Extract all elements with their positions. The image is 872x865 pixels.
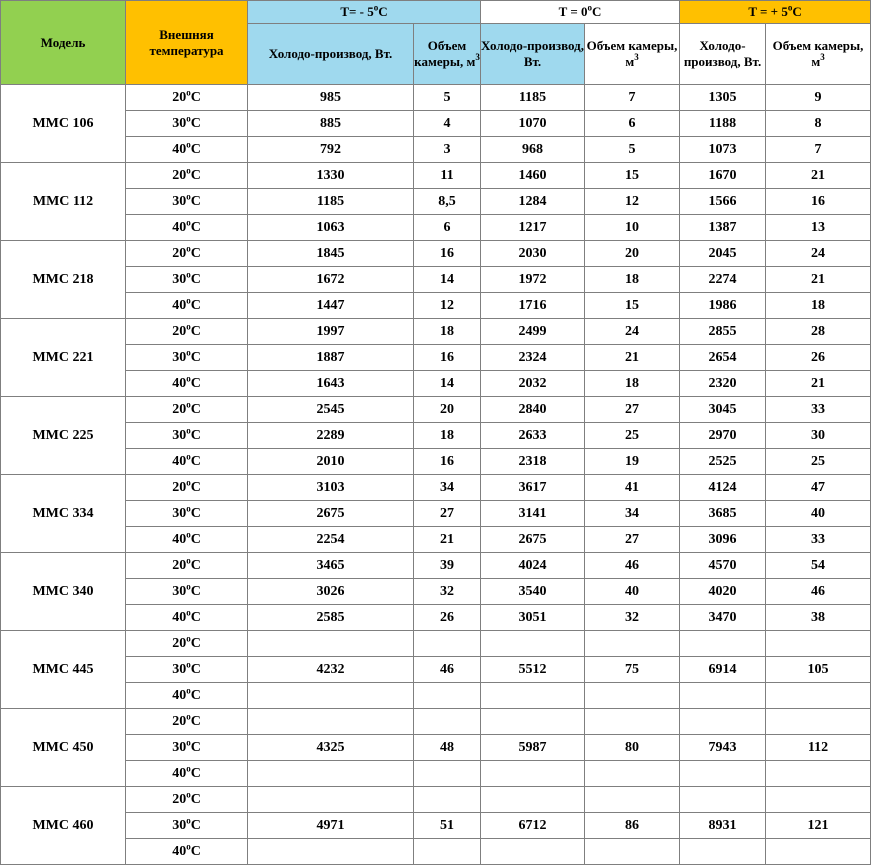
temp-cell: 30$^o$C (126, 345, 248, 371)
value-cell: 3026 (248, 579, 414, 605)
value-cell: 2032 (481, 371, 585, 397)
value-cell: 21 (585, 345, 680, 371)
temp-cell: 20$^o$C (126, 397, 248, 423)
value-cell: 75 (585, 657, 680, 683)
temp-cell: 30$^o$C (126, 813, 248, 839)
table-row (1, 683, 871, 709)
empty-cell (585, 683, 680, 709)
value-cell: 112 (766, 735, 871, 761)
value-cell: 4020 (680, 579, 766, 605)
value-cell: 5512 (481, 657, 585, 683)
value-cell: 2499 (481, 319, 585, 345)
value-cell: 1566 (680, 189, 766, 215)
table-row (1, 345, 871, 371)
table-row (1, 605, 871, 631)
value-cell: 2970 (680, 423, 766, 449)
value-cell: 4024 (481, 553, 585, 579)
value-cell: 2525 (680, 449, 766, 475)
value-cell: 18 (414, 319, 481, 345)
table-row (1, 397, 871, 423)
model-cell: ММС 218 (1, 241, 126, 319)
table-row (1, 189, 871, 215)
model-cell: ММС 460 (1, 787, 126, 865)
value-cell: 16 (766, 189, 871, 215)
value-cell: 21 (766, 163, 871, 189)
empty-cell (481, 787, 585, 813)
table-row (1, 787, 871, 813)
value-cell: 1185 (481, 85, 585, 111)
temp-cell: 40$^o$C (126, 293, 248, 319)
empty-cell (481, 631, 585, 657)
value-cell: 6712 (481, 813, 585, 839)
value-cell: 2633 (481, 423, 585, 449)
value-cell: 1887 (248, 345, 414, 371)
value-cell: 34 (414, 475, 481, 501)
empty-cell (766, 787, 871, 813)
value-cell: 6914 (680, 657, 766, 683)
empty-cell (414, 761, 481, 787)
value-cell: 38 (766, 605, 871, 631)
empty-cell (680, 839, 766, 865)
table-row (1, 267, 871, 293)
value-cell: 1284 (481, 189, 585, 215)
value-cell: 18 (414, 423, 481, 449)
value-cell: 3685 (680, 501, 766, 527)
value-cell: 1188 (680, 111, 766, 137)
value-cell: 1217 (481, 215, 585, 241)
value-cell: 1716 (481, 293, 585, 319)
table-row (1, 293, 871, 319)
value-cell: 20 (585, 241, 680, 267)
value-cell: 18 (766, 293, 871, 319)
value-cell: 2654 (680, 345, 766, 371)
temp-cell: 30$^o$C (126, 267, 248, 293)
temp-cell: 30$^o$C (126, 423, 248, 449)
value-cell: 18 (585, 371, 680, 397)
temp-cell: 30$^o$C (126, 189, 248, 215)
value-cell: 32 (414, 579, 481, 605)
value-cell: 13 (766, 215, 871, 241)
value-cell: 8931 (680, 813, 766, 839)
empty-cell (414, 631, 481, 657)
temp-cell: 30$^o$C (126, 657, 248, 683)
empty-cell (585, 761, 680, 787)
temp-cell: 40$^o$C (126, 449, 248, 475)
empty-cell (680, 683, 766, 709)
value-cell: 6 (585, 111, 680, 137)
model-cell: ММС 450 (1, 709, 126, 787)
value-cell: 26 (414, 605, 481, 631)
value-cell: 24 (585, 319, 680, 345)
temp-cell: 20$^o$C (126, 787, 248, 813)
value-cell: 5987 (481, 735, 585, 761)
empty-cell (585, 631, 680, 657)
header-group-plus5: T = + $5^oC$ (680, 1, 871, 24)
value-cell: 1997 (248, 319, 414, 345)
value-cell: 4570 (680, 553, 766, 579)
header-vol-plus5: Объем камеры, $м^3$ (766, 24, 871, 85)
value-cell: 27 (585, 527, 680, 553)
empty-cell (585, 709, 680, 735)
value-cell: 121 (766, 813, 871, 839)
value-cell: 14 (414, 267, 481, 293)
table-row (1, 761, 871, 787)
value-cell: 16 (414, 241, 481, 267)
value-cell: 9 (766, 85, 871, 111)
value-cell: 25 (585, 423, 680, 449)
value-cell: 1387 (680, 215, 766, 241)
value-cell: 2030 (481, 241, 585, 267)
value-cell: 1845 (248, 241, 414, 267)
empty-cell (680, 787, 766, 813)
value-cell: 1063 (248, 215, 414, 241)
value-cell: 11 (414, 163, 481, 189)
model-cell: ММС 106 (1, 85, 126, 163)
empty-cell (481, 709, 585, 735)
value-cell: 2318 (481, 449, 585, 475)
table-row (1, 319, 871, 345)
table-row (1, 579, 871, 605)
value-cell: 3103 (248, 475, 414, 501)
value-cell: 34 (585, 501, 680, 527)
value-cell: 2289 (248, 423, 414, 449)
empty-cell (481, 683, 585, 709)
value-cell: 885 (248, 111, 414, 137)
value-cell: 4 (414, 111, 481, 137)
value-cell: 21 (766, 267, 871, 293)
header-vol-minus5: Объем камеры, $м^3$ (414, 24, 481, 85)
value-cell: 2254 (248, 527, 414, 553)
empty-cell (414, 709, 481, 735)
value-cell: 12 (585, 189, 680, 215)
empty-cell (414, 787, 481, 813)
temp-cell: 40$^o$C (126, 839, 248, 865)
value-cell: 33 (766, 527, 871, 553)
temp-cell: 20$^o$C (126, 319, 248, 345)
value-cell: 46 (414, 657, 481, 683)
header-group-0: $T = 0^oC$ (481, 1, 680, 24)
value-cell: 4971 (248, 813, 414, 839)
temp-cell: 20$^o$C (126, 553, 248, 579)
header-cold-0: Холодо-производ, Вт. (481, 24, 585, 85)
value-cell: 2855 (680, 319, 766, 345)
value-cell: 16 (414, 345, 481, 371)
value-cell: 5 (414, 85, 481, 111)
value-cell: 985 (248, 85, 414, 111)
value-cell: 12 (414, 293, 481, 319)
empty-cell (248, 683, 414, 709)
model-cell: ММС 445 (1, 631, 126, 709)
table-row (1, 709, 871, 735)
value-cell: 39 (414, 553, 481, 579)
empty-cell (766, 683, 871, 709)
empty-cell (481, 839, 585, 865)
value-cell: 2324 (481, 345, 585, 371)
value-cell: 1670 (680, 163, 766, 189)
temp-cell: 20$^o$C (126, 475, 248, 501)
value-cell: 1460 (481, 163, 585, 189)
value-cell: 1672 (248, 267, 414, 293)
value-cell: 26 (766, 345, 871, 371)
value-cell: 1986 (680, 293, 766, 319)
value-cell: 2274 (680, 267, 766, 293)
model-cell: ММС 112 (1, 163, 126, 241)
temp-cell: 40$^o$C (126, 137, 248, 163)
value-cell: 21 (414, 527, 481, 553)
temp-cell: 30$^o$C (126, 111, 248, 137)
table-row (1, 137, 871, 163)
value-cell: 4325 (248, 735, 414, 761)
value-cell: 48 (414, 735, 481, 761)
value-cell: 54 (766, 553, 871, 579)
value-cell: 41 (585, 475, 680, 501)
value-cell: 51 (414, 813, 481, 839)
value-cell: 1643 (248, 371, 414, 397)
empty-cell (414, 839, 481, 865)
temp-cell: 40$^o$C (126, 761, 248, 787)
temp-cell: 40$^o$C (126, 215, 248, 241)
value-cell: 1185 (248, 189, 414, 215)
value-cell: 27 (585, 397, 680, 423)
header-vol-0: Объем камеры, $м^3$ (585, 24, 680, 85)
temp-cell: 40$^o$C (126, 371, 248, 397)
value-cell: 1073 (680, 137, 766, 163)
header-group-minus5: T= - 5$^o$C (248, 1, 481, 24)
value-cell: 21 (766, 371, 871, 397)
table-row (1, 631, 871, 657)
model-cell: ММС 225 (1, 397, 126, 475)
value-cell: 1330 (248, 163, 414, 189)
table-row (1, 371, 871, 397)
table-row (1, 215, 871, 241)
empty-cell (481, 761, 585, 787)
value-cell: 5 (585, 137, 680, 163)
table-row (1, 111, 871, 137)
header-ext-temp: Внешняя температура (126, 1, 248, 85)
table-row (1, 163, 871, 189)
value-cell: 46 (766, 579, 871, 605)
table-row (1, 423, 871, 449)
value-cell: 1972 (481, 267, 585, 293)
value-cell: 2320 (680, 371, 766, 397)
table-row (1, 449, 871, 475)
value-cell: 19 (585, 449, 680, 475)
value-cell: 968 (481, 137, 585, 163)
empty-cell (248, 839, 414, 865)
table-row (1, 85, 871, 111)
temp-cell: 30$^o$C (126, 735, 248, 761)
value-cell: 3617 (481, 475, 585, 501)
table-row (1, 657, 871, 683)
value-cell: 32 (585, 605, 680, 631)
header-cold-minus5: Холодо-производ, Вт. (248, 24, 414, 85)
value-cell: 7 (766, 137, 871, 163)
empty-cell (248, 761, 414, 787)
value-cell: 1070 (481, 111, 585, 137)
value-cell: 2675 (481, 527, 585, 553)
empty-cell (585, 839, 680, 865)
model-cell: ММС 340 (1, 553, 126, 631)
value-cell: 3465 (248, 553, 414, 579)
value-cell: 16 (414, 449, 481, 475)
value-cell: 6 (414, 215, 481, 241)
empty-cell (680, 761, 766, 787)
value-cell: 10 (585, 215, 680, 241)
table-row (1, 527, 871, 553)
empty-cell (680, 631, 766, 657)
table-row (1, 839, 871, 865)
value-cell: 27 (414, 501, 481, 527)
empty-cell (766, 761, 871, 787)
table-row (1, 735, 871, 761)
value-cell: 2585 (248, 605, 414, 631)
table-row (1, 241, 871, 267)
value-cell: 46 (585, 553, 680, 579)
value-cell: 1305 (680, 85, 766, 111)
value-cell: 2045 (680, 241, 766, 267)
value-cell: 24 (766, 241, 871, 267)
temp-cell: 20$^o$C (126, 631, 248, 657)
value-cell: 792 (248, 137, 414, 163)
empty-cell (585, 787, 680, 813)
model-cell: ММС 221 (1, 319, 126, 397)
value-cell: 3096 (680, 527, 766, 553)
value-cell: 40 (766, 501, 871, 527)
temp-cell: 40$^o$C (126, 605, 248, 631)
temp-cell: 30$^o$C (126, 579, 248, 605)
empty-cell (248, 631, 414, 657)
value-cell: 40 (585, 579, 680, 605)
table-row (1, 813, 871, 839)
value-cell: 33 (766, 397, 871, 423)
table-row (1, 501, 871, 527)
value-cell: 3051 (481, 605, 585, 631)
value-cell: 18 (585, 267, 680, 293)
value-cell: 3045 (680, 397, 766, 423)
header-cold-plus5: Холодо-производ, Вт. (680, 24, 766, 85)
value-cell: 80 (585, 735, 680, 761)
temp-cell: 20$^o$C (126, 709, 248, 735)
temp-cell: 30$^o$C (126, 501, 248, 527)
value-cell: 28 (766, 319, 871, 345)
value-cell: 15 (585, 293, 680, 319)
value-cell: 8,5 (414, 189, 481, 215)
table-row (1, 475, 871, 501)
value-cell: 3141 (481, 501, 585, 527)
value-cell: 2010 (248, 449, 414, 475)
value-cell: 47 (766, 475, 871, 501)
value-cell: 4124 (680, 475, 766, 501)
empty-cell (414, 683, 481, 709)
empty-cell (766, 631, 871, 657)
value-cell: 3470 (680, 605, 766, 631)
value-cell: 25 (766, 449, 871, 475)
empty-cell (766, 709, 871, 735)
empty-cell (680, 709, 766, 735)
temp-cell: 20$^o$C (126, 85, 248, 111)
model-cell: ММС 334 (1, 475, 126, 553)
temp-cell: 40$^o$C (126, 683, 248, 709)
empty-cell (248, 787, 414, 813)
value-cell: 3 (414, 137, 481, 163)
value-cell: 15 (585, 163, 680, 189)
value-cell: 2675 (248, 501, 414, 527)
value-cell: 4232 (248, 657, 414, 683)
value-cell: 2545 (248, 397, 414, 423)
empty-cell (248, 709, 414, 735)
value-cell: 30 (766, 423, 871, 449)
empty-cell (766, 839, 871, 865)
table-row (1, 553, 871, 579)
value-cell: 1447 (248, 293, 414, 319)
value-cell: 8 (766, 111, 871, 137)
header-model: Модель (1, 1, 126, 85)
value-cell: 7943 (680, 735, 766, 761)
temp-cell: 40$^o$C (126, 527, 248, 553)
value-cell: 7 (585, 85, 680, 111)
value-cell: 105 (766, 657, 871, 683)
table-body (1, 85, 871, 865)
value-cell: 3540 (481, 579, 585, 605)
value-cell: 2840 (481, 397, 585, 423)
value-cell: 20 (414, 397, 481, 423)
temp-cell: 20$^o$C (126, 241, 248, 267)
temp-cell: 20$^o$C (126, 163, 248, 189)
value-cell: 14 (414, 371, 481, 397)
value-cell: 86 (585, 813, 680, 839)
